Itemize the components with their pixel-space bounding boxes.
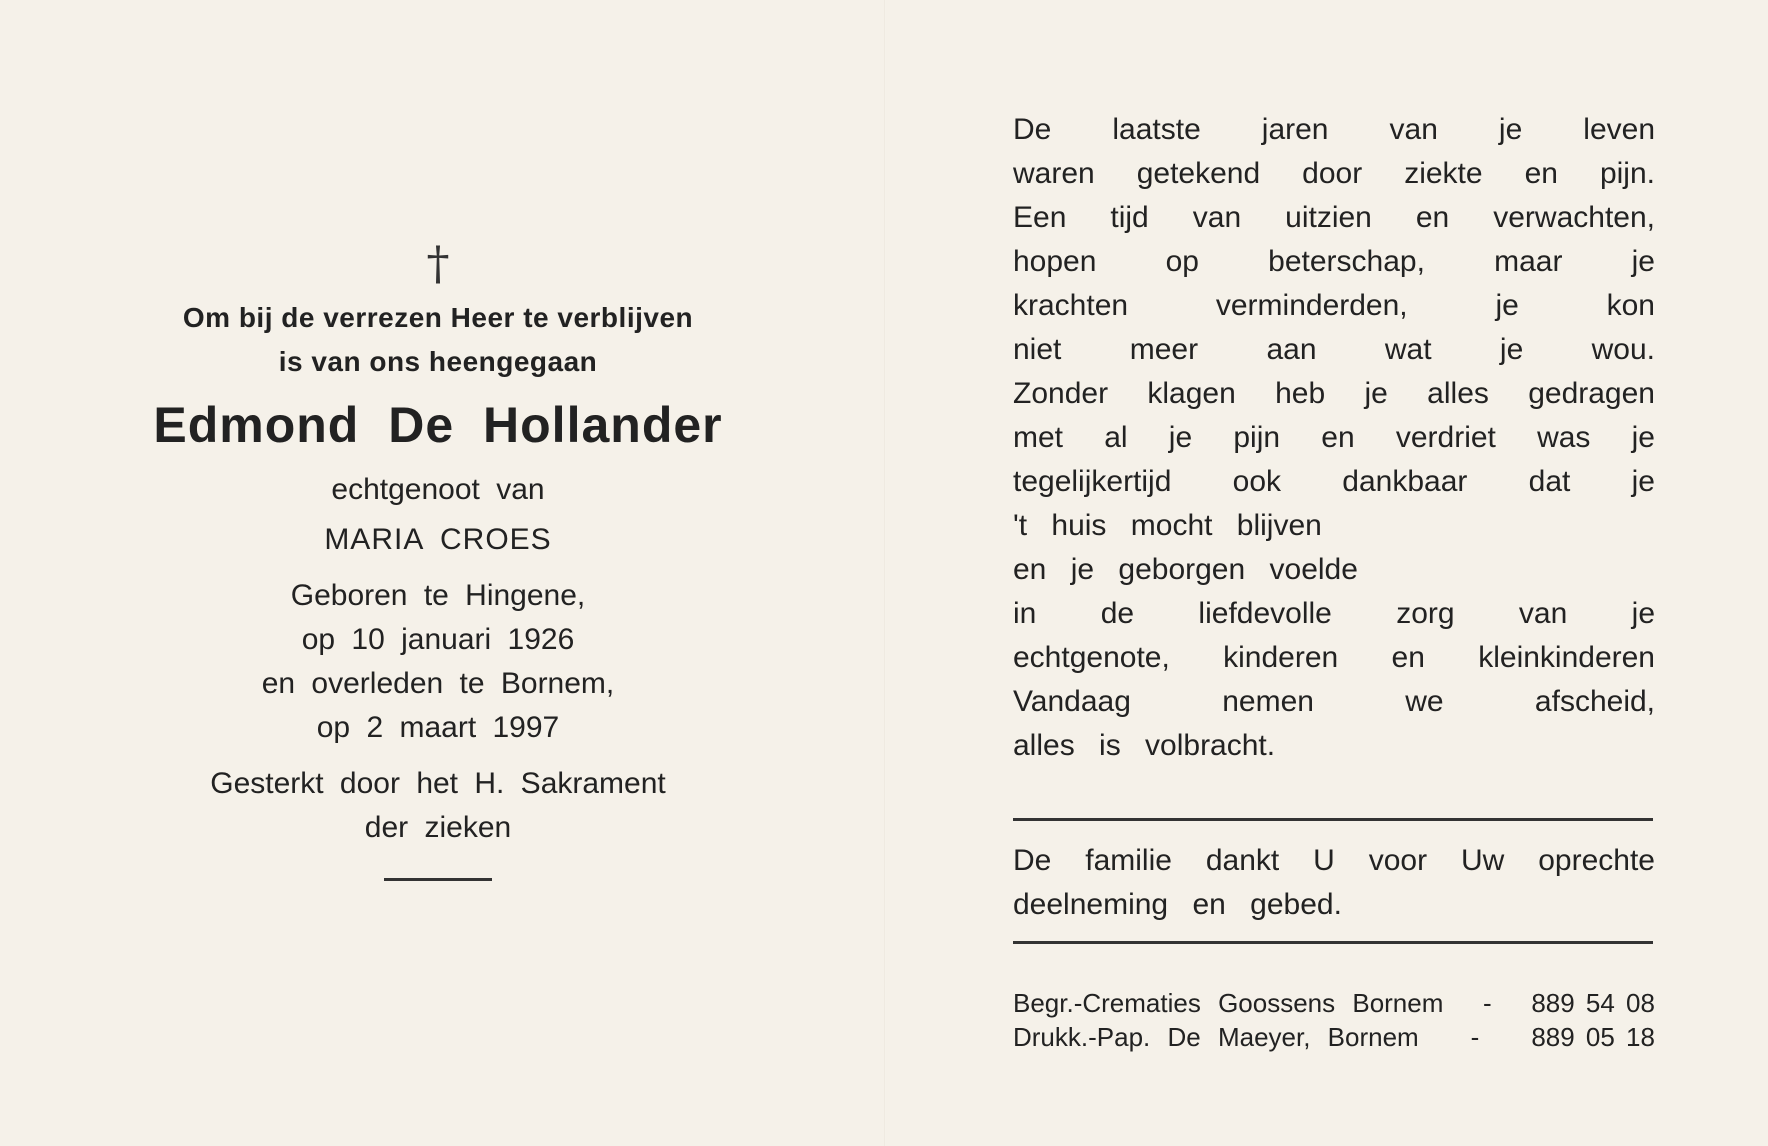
poem-line: Een tijd van uitzien en verwachten, xyxy=(1013,201,1655,234)
birth-date: op 10 januari 1926 xyxy=(301,623,575,656)
death-place: en overleden te Bornem, xyxy=(261,667,615,700)
poem xyxy=(1013,108,1655,768)
spouse-label: echtgenoot van xyxy=(331,473,545,506)
printer-phone: 889 05 18 xyxy=(1531,1022,1655,1052)
poem-line: 't huis mocht blijven xyxy=(1013,509,1322,542)
left-panel xyxy=(100,236,776,881)
printer-name: Drukk.-Pap. De Maeyer, Bornem xyxy=(1013,1022,1419,1052)
funeral-home-phone: 889 54 08 xyxy=(1531,988,1655,1018)
right-panel xyxy=(1013,108,1655,1054)
funeral-home-name: Begr.-Crematies Goossens Bornem xyxy=(1013,988,1444,1018)
printer-line xyxy=(1013,1020,1655,1054)
printer-dash: - xyxy=(1470,1022,1480,1052)
cross-icon: † xyxy=(426,236,450,290)
thanks-note xyxy=(1013,839,1655,927)
poem-line: hopen op beterschap, maar je xyxy=(1013,245,1655,278)
poem-line: alles is volbracht. xyxy=(1013,729,1276,762)
intro-line-1: Om bij de verrezen Heer te verblijven xyxy=(182,302,694,333)
poem-line: met al je pijn en verdriet was je xyxy=(1013,421,1655,454)
poem-line: krachten verminderden, je kon xyxy=(1013,289,1655,322)
footer-credits xyxy=(1013,986,1655,1054)
poem-line: echtgenote, kinderen en kleinkinderen xyxy=(1013,641,1655,674)
poem-line: tegelijkertijd ook dankbaar dat je xyxy=(1013,465,1655,498)
poem-line: niet meer aan wat je wou. xyxy=(1013,333,1655,366)
poem-line: en je geborgen voelde xyxy=(1013,553,1358,586)
divider-short xyxy=(384,878,492,881)
poem-line: Zonder klagen heb je alles gedragen xyxy=(1013,377,1655,410)
funeral-home-dash: - xyxy=(1483,988,1492,1018)
divider-bottom xyxy=(1013,941,1653,944)
thanks-line-1: De familie dankt U voor Uw oprechte xyxy=(1013,844,1655,877)
poem-line: Vandaag nemen we afscheid, xyxy=(1013,685,1655,718)
deceased-name: Edmond De Hollander xyxy=(153,397,723,453)
poem-line: waren getekend door ziekte en pijn. xyxy=(1013,157,1655,190)
divider-top xyxy=(1013,818,1653,821)
spouse-name: MARIA CROES xyxy=(324,523,552,556)
poem-line: in de liefdevolle zorg van je xyxy=(1013,597,1655,630)
sacrament-line-1: Gesterkt door het H. Sakrament xyxy=(210,767,666,800)
birth-place: Geboren te Hingene, xyxy=(290,579,586,612)
thanks-line-2: deelneming en gebed. xyxy=(1013,888,1342,921)
sacrament-line-2: der zieken xyxy=(364,811,512,844)
funeral-home-line xyxy=(1013,986,1655,1020)
intro-line-2: is van ons heengegaan xyxy=(278,346,598,377)
poem-line: De laatste jaren van je leven xyxy=(1013,113,1655,146)
death-date: op 2 maart 1997 xyxy=(316,711,560,744)
fold-line xyxy=(884,0,886,1146)
